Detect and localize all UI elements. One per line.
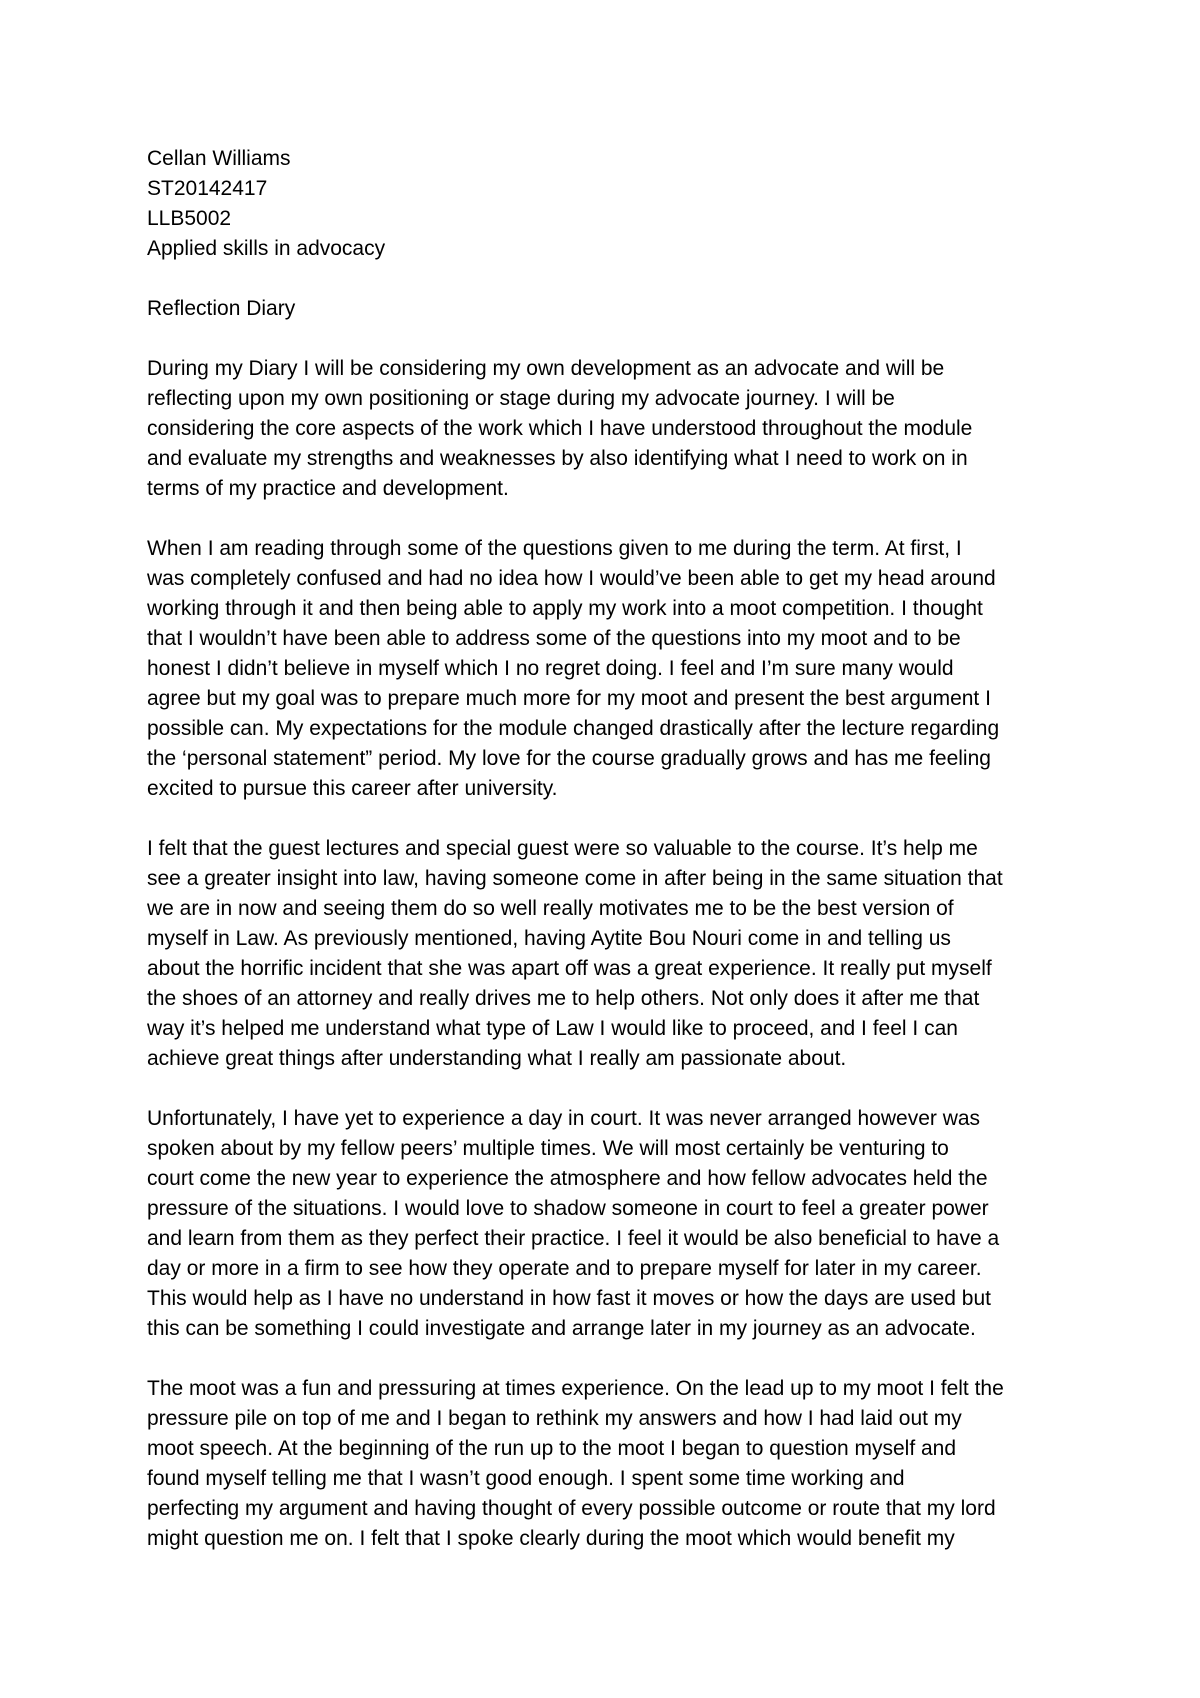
module-title: Applied skills in advocacy	[147, 237, 386, 260]
paragraph-line: perfecting my argument and having thought of every possible outcome or route that my lord	[147, 1497, 996, 1520]
paragraph-line: This would help as I have no understand in how fast it moves or how the days are used but	[147, 1287, 991, 1310]
paragraph-line: Unfortunately, I have yet to experience a day in court. It was never arranged however was	[147, 1107, 981, 1130]
paragraph-line: agree but my goal was to prepare much more for my moot and present the best argument I	[147, 687, 991, 710]
paragraph-spacer	[147, 1344, 1067, 1374]
paragraph-line: considering the core aspects of the work which I have understood throughout the module	[147, 417, 973, 440]
paragraph	[147, 354, 1067, 504]
paragraph-line: about the horrific incident that she was apart off was a great experience. It really put myself	[147, 957, 992, 980]
paragraph-line: I felt that the guest lectures and special guest were so valuable to the course. It’s help me	[147, 837, 978, 860]
paragraph-line: and learn from them as they perfect their practice. I feel it would be also beneficial to have a	[147, 1227, 1000, 1250]
paragraph-line: terms of my practice and development.	[147, 477, 509, 500]
paragraph-line: reflecting upon my own positioning or stage during my advocate journey. I will be	[147, 387, 895, 410]
paragraph-line: court come the new year to experience the atmosphere and how fellow advocates held the	[147, 1167, 988, 1190]
paragraph-line: honest I didn’t believe in myself which I no regret doing. I feel and I’m sure many would	[147, 657, 954, 680]
paragraph-line: see a greater insight into law, having someone come in after being in the same situation that	[147, 867, 1003, 890]
paragraph-line: way it’s helped me understand what type of Law I would like to proceed, and I feel I can	[147, 1017, 958, 1040]
paragraph-line: pressure of the situations. I would love to shadow someone in court to feel a greater power	[147, 1197, 989, 1220]
paragraph-spacer	[147, 504, 1067, 534]
spacer	[147, 324, 1067, 354]
spacer	[147, 264, 1067, 294]
paragraph-line: excited to pursue this career after university.	[147, 777, 558, 800]
paragraph-line: myself in Law. As previously mentioned, having Aytite Bou Nouri come in and telling us	[147, 927, 951, 950]
student-id: ST20142417	[147, 177, 268, 200]
module-code: LLB5002	[147, 207, 232, 230]
paragraph-line: we are in now and seeing them do so well really motivates me to be the best version of	[147, 897, 954, 920]
paragraph-line: might question me on. I felt that I spoke clearly during the moot which would benefit my	[147, 1527, 955, 1550]
paragraph-line: When I am reading through some of the questions given to me during the term. At first, I	[147, 537, 962, 560]
paragraph	[147, 534, 1067, 804]
document-title: Reflection Diary	[147, 297, 296, 320]
paragraph	[147, 834, 1067, 1074]
paragraph-line: that I wouldn’t have been able to address some of the questions into my moot and to be	[147, 627, 961, 650]
paragraph-spacer	[147, 1074, 1067, 1104]
paragraph-line: achieve great things after understanding what I really am passionate about.	[147, 1047, 847, 1070]
paragraph	[147, 1374, 1067, 1554]
paragraph-line: found myself telling me that I wasn’t good enough. I spent some time working and	[147, 1467, 905, 1490]
paragraph-spacer	[147, 804, 1067, 834]
body-text	[147, 354, 1067, 1554]
paragraph-line: this can be something I could investigate and arrange later in my journey as an advocate.	[147, 1317, 976, 1340]
paragraph-line: spoken about by my fellow peers’ multiple times. We will most certainly be venturing to	[147, 1137, 949, 1160]
paragraph-line: The moot was a fun and pressuring at times experience. On the lead up to my moot I felt the	[147, 1377, 1004, 1400]
paragraph-line: the ‘personal statement” period. My love for the course gradually grows and has me feeling	[147, 747, 991, 770]
paragraph-line: pressure pile on top of me and I began to rethink my answers and how I had laid out my	[147, 1407, 962, 1430]
paragraph-line: day or more in a firm to see how they operate and to prepare myself for later in my career.	[147, 1257, 982, 1280]
paragraph	[147, 1104, 1067, 1344]
paragraph-line: During my Diary I will be considering my own development as an advocate and will be	[147, 357, 945, 380]
paragraph-line: working through it and then being able to apply my work into a moot competition. I thought	[147, 597, 983, 620]
paragraph-line: and evaluate my strengths and weaknesses by also identifying what I need to work on in	[147, 447, 968, 470]
document-page	[147, 144, 1067, 1554]
paragraph-line: the shoes of an attorney and really drives me to help others. Not only does it after me that	[147, 987, 980, 1010]
paragraph-line: was completely confused and had no idea how I would’ve been able to get my head around	[147, 567, 996, 590]
paragraph-line: possible can. My expectations for the module changed drastically after the lecture regarding	[147, 717, 1000, 740]
author-name: Cellan Williams	[147, 147, 291, 170]
paragraph-line: moot speech. At the beginning of the run up to the moot I began to question myself and	[147, 1437, 957, 1460]
